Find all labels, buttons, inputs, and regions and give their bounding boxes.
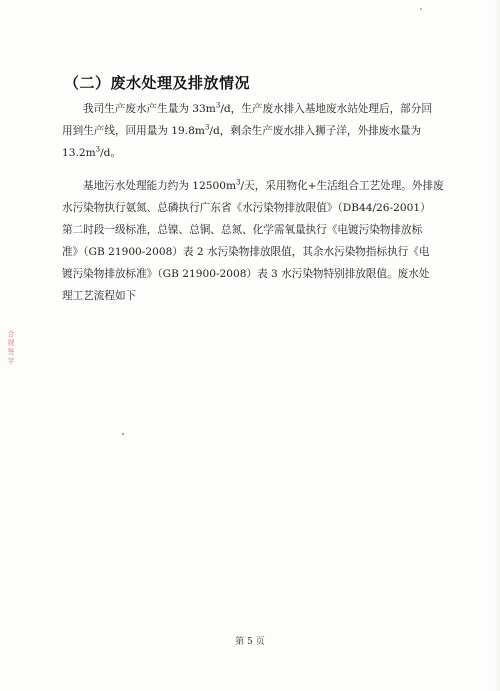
scan-speck (420, 8, 422, 10)
text-run: 我司生产废水产生量为 33m (83, 103, 216, 115)
text-run: /d。 (100, 147, 122, 159)
paragraph-line (62, 142, 446, 164)
text-run: /天，采用物化+生活组合工艺处理。外排废 (240, 180, 444, 192)
text-run: 用到生产线，回用量为 19.8m (62, 125, 205, 137)
paragraph-line: 准》（GB 21900-2008）表 2 水污染物排放限值，其余水污染物指标执行《电 (62, 246, 430, 258)
page-number: 第 5 页 (235, 637, 265, 647)
scan-speck (122, 433, 124, 435)
paragraph-line: 理工艺流程如下 (62, 290, 137, 302)
margin-signature-stamp: 合规签字 (7, 330, 15, 366)
scan-edge-shadow (494, 0, 500, 691)
paragraph-line: 第二时段一级标准，总镍、总铜、总氮、化学需氧量执行《电镀污染物排放标 (62, 224, 423, 236)
text-run: 基地污水处理能力约为 12500m (83, 180, 237, 192)
paragraph-line (62, 98, 446, 120)
superscript: 3 (215, 101, 221, 110)
paragraph-line (62, 120, 446, 142)
paragraph-line (62, 175, 446, 197)
superscript: 3 (236, 178, 241, 187)
text-run: /d，剩余生产废水排入狮子洋，外排废水量为 (209, 125, 422, 137)
text-run: /d，生产废水排入基地废水站处理后，部分回 (220, 103, 432, 115)
text-run: 13.2m (62, 147, 96, 159)
paragraph-line: 水污染物执行氨氮、总磷执行广东省《水污染物排放限值》（DB44/26-2001） (62, 202, 431, 214)
paragraph-wastewater-volume (62, 98, 446, 164)
superscript: 3 (95, 145, 101, 154)
paragraph-line: 镀污染物排放标准》（GB 21900-2008）表 3 水污染物特别排放限值。废水处 (62, 268, 430, 280)
paragraph-treatment-standards (62, 175, 446, 307)
section-heading: （二）废水处理及排放情况 (64, 74, 251, 92)
superscript: 3 (204, 123, 210, 132)
